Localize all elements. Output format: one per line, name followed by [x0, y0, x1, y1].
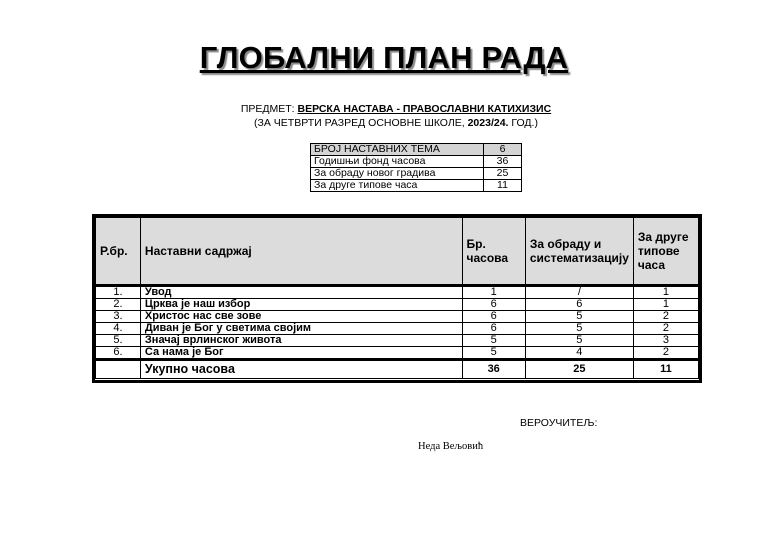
teacher-label: ВЕРОУЧИТЕЉ:: [520, 417, 598, 429]
summary-table: [310, 143, 522, 192]
total-other: 11: [633, 360, 698, 379]
total-hours: 36: [462, 360, 525, 379]
summary-label: БРОЈ НАСТАВНИХ ТЕМА: [311, 144, 484, 156]
summary-value: 6: [484, 144, 522, 156]
summary-row: [311, 180, 522, 192]
row-hours: 5: [462, 347, 525, 360]
total-processing: 25: [525, 360, 633, 379]
summary-label: За друге типове часа: [311, 180, 484, 192]
table-row: [96, 323, 699, 335]
row-other: 1: [633, 286, 698, 299]
row-number: 1.: [96, 286, 141, 299]
row-processing: 5: [525, 335, 633, 347]
row-other: 2: [633, 347, 698, 360]
row-other: 3: [633, 335, 698, 347]
grade-prefix: (ЗА ЧЕТВРТИ РАЗРЕД ОСНОВНЕ ШКОЛЕ,: [254, 117, 468, 129]
table-row: [96, 335, 699, 347]
grade-suffix: ГОД.): [508, 117, 538, 129]
row-number: 5.: [96, 335, 141, 347]
row-other: 2: [633, 311, 698, 323]
header-number: Р.бр.: [96, 218, 141, 286]
subject-value: ВЕРСКА НАСТАВА - ПРАВОСЛАВНИ КАТИХИЗИС: [297, 103, 552, 115]
row-hours: 6: [462, 311, 525, 323]
row-number: 4.: [96, 323, 141, 335]
row-other: 2: [633, 323, 698, 335]
header-processing: За обраду и систематизацију: [525, 218, 633, 286]
total-label: Укупно часова: [140, 360, 462, 379]
plan-table-frame: [92, 214, 702, 383]
summary-value: 36: [484, 156, 522, 168]
row-number: 2.: [96, 299, 141, 311]
table-row: [96, 347, 699, 360]
summary-value: 25: [484, 168, 522, 180]
row-processing: 5: [525, 311, 633, 323]
row-processing: 5: [525, 323, 633, 335]
total-empty-cell: [96, 360, 141, 379]
summary-label: За обраду новог градива: [311, 168, 484, 180]
summary-row: [311, 144, 522, 156]
row-number: 3.: [96, 311, 141, 323]
header-content: Наставни садржај: [140, 218, 462, 286]
row-hours: 1: [462, 286, 525, 299]
teacher-name: Неда Вељовић: [418, 441, 484, 452]
row-topic: Христос нас све зове: [140, 311, 462, 323]
row-topic: Увод: [140, 286, 462, 299]
row-processing: 6: [525, 299, 633, 311]
row-other: 1: [633, 299, 698, 311]
summary-value: 11: [484, 180, 522, 192]
summary-label: Годишњи фонд часова: [311, 156, 484, 168]
row-hours: 5: [462, 335, 525, 347]
grade-line: [0, 117, 768, 129]
subject-line: [0, 103, 768, 115]
subject-label: ПРЕДМЕТ:: [240, 103, 298, 115]
table-row: [96, 299, 699, 311]
row-hours: 6: [462, 323, 525, 335]
total-row: [96, 360, 699, 379]
plan-header-row: [96, 218, 699, 286]
school-year: 2023/24.: [467, 117, 509, 129]
row-topic: Са нама је Бог: [140, 347, 462, 360]
row-processing: /: [525, 286, 633, 299]
summary-row: [311, 156, 522, 168]
header-hours: Бр. часова: [462, 218, 525, 286]
row-number: 6.: [96, 347, 141, 360]
table-row: [96, 311, 699, 323]
row-processing: 4: [525, 347, 633, 360]
summary-row: [311, 168, 522, 180]
header-other: За друге типове часа: [633, 218, 698, 286]
table-row: [96, 286, 699, 299]
row-topic: Црква је наш избор: [140, 299, 462, 311]
row-hours: 6: [462, 299, 525, 311]
row-topic: Диван је Бог у светима својим: [140, 323, 462, 335]
plan-table: [95, 217, 699, 379]
row-topic: Значај врлинског живота: [140, 335, 462, 347]
page-title: ГЛОБАЛНИ ПЛАН РАДА: [199, 40, 569, 75]
